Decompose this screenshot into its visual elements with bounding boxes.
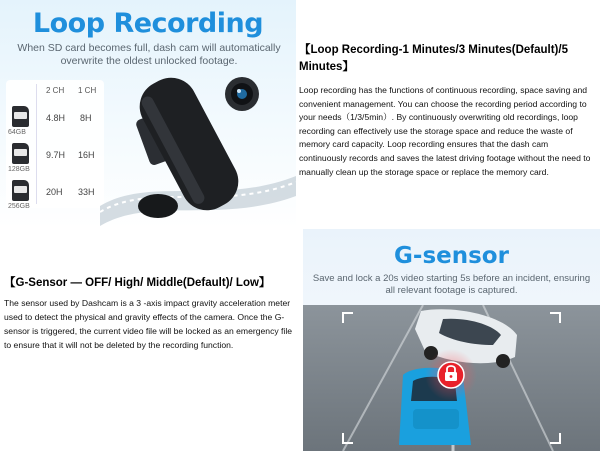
table-row [6, 176, 104, 214]
gsensor-banner-subtitle: Save and lock a 20s video starting 5s before an incident, ensuring all relevant footage is captured. [312, 273, 591, 296]
lock-icon [438, 362, 464, 388]
header-1ch: 1 CH [78, 86, 97, 95]
sd-card-icon [12, 180, 29, 201]
card-capacity-label: 64GB [8, 129, 26, 136]
card-capacity-label: 256GB [8, 203, 30, 210]
gsensor-description: The sensor used by Dashcam is a 3 -axis impact gravity acceleration meter used to detect the physical and gravity effects of the camera. Once the G-sensor is triggered, the current video file will be locked as an emergency file to ensure that it will not be deleted by the recording function. [4, 298, 293, 350]
loop-banner-title: Loop Recording [32, 8, 264, 39]
one-ch-hours: 8H [80, 113, 92, 123]
loop-recording-description: Loop recording has the functions of continuous recording, space saving and convenient management. You can choose the recording period according to your needs（1/3/5min）. By continuously overwriting old recordings, loop recording can effectively use the storage space and reduce the waste of memory card capacity. Loop recording ensures that the dash cam continuously records and saves the latest driving footage without the need to manually clean up the storage space or replace the memory card. [299, 85, 591, 177]
table-row [6, 102, 104, 140]
dashcam-image [100, 56, 296, 228]
loop-recording-heading: 【Loop Recording-1 Minutes/3 Minutes(Default)/5 Minutes】 [299, 44, 568, 73]
capacity-table [6, 80, 104, 208]
header-2ch: 2 CH [46, 86, 65, 95]
two-ch-hours: 9.7H [46, 150, 66, 160]
one-ch-hours: 33H [78, 187, 95, 197]
two-ch-hours: 4.8H [46, 113, 66, 123]
two-ch-hours: 20H [46, 187, 63, 197]
gsensor-heading: 【G-Sensor — OFF/ High/ Middle(Default)/ Low】 [4, 277, 271, 289]
card-capacity-label: 128GB [8, 166, 30, 173]
table-row [6, 139, 104, 177]
sd-card-icon [12, 143, 29, 164]
loop-recording-banner [0, 0, 296, 228]
one-ch-hours: 16H [78, 150, 95, 160]
loop-banner-subtitle: When SD card becomes full, dash cam will automatically overwrite the oldest unlocked footage. [17, 42, 281, 67]
collision-scene-image [303, 305, 600, 451]
gsensor-banner [303, 229, 600, 451]
gsensor-banner-title: G-sensor [394, 243, 509, 269]
sd-card-icon [12, 106, 29, 127]
